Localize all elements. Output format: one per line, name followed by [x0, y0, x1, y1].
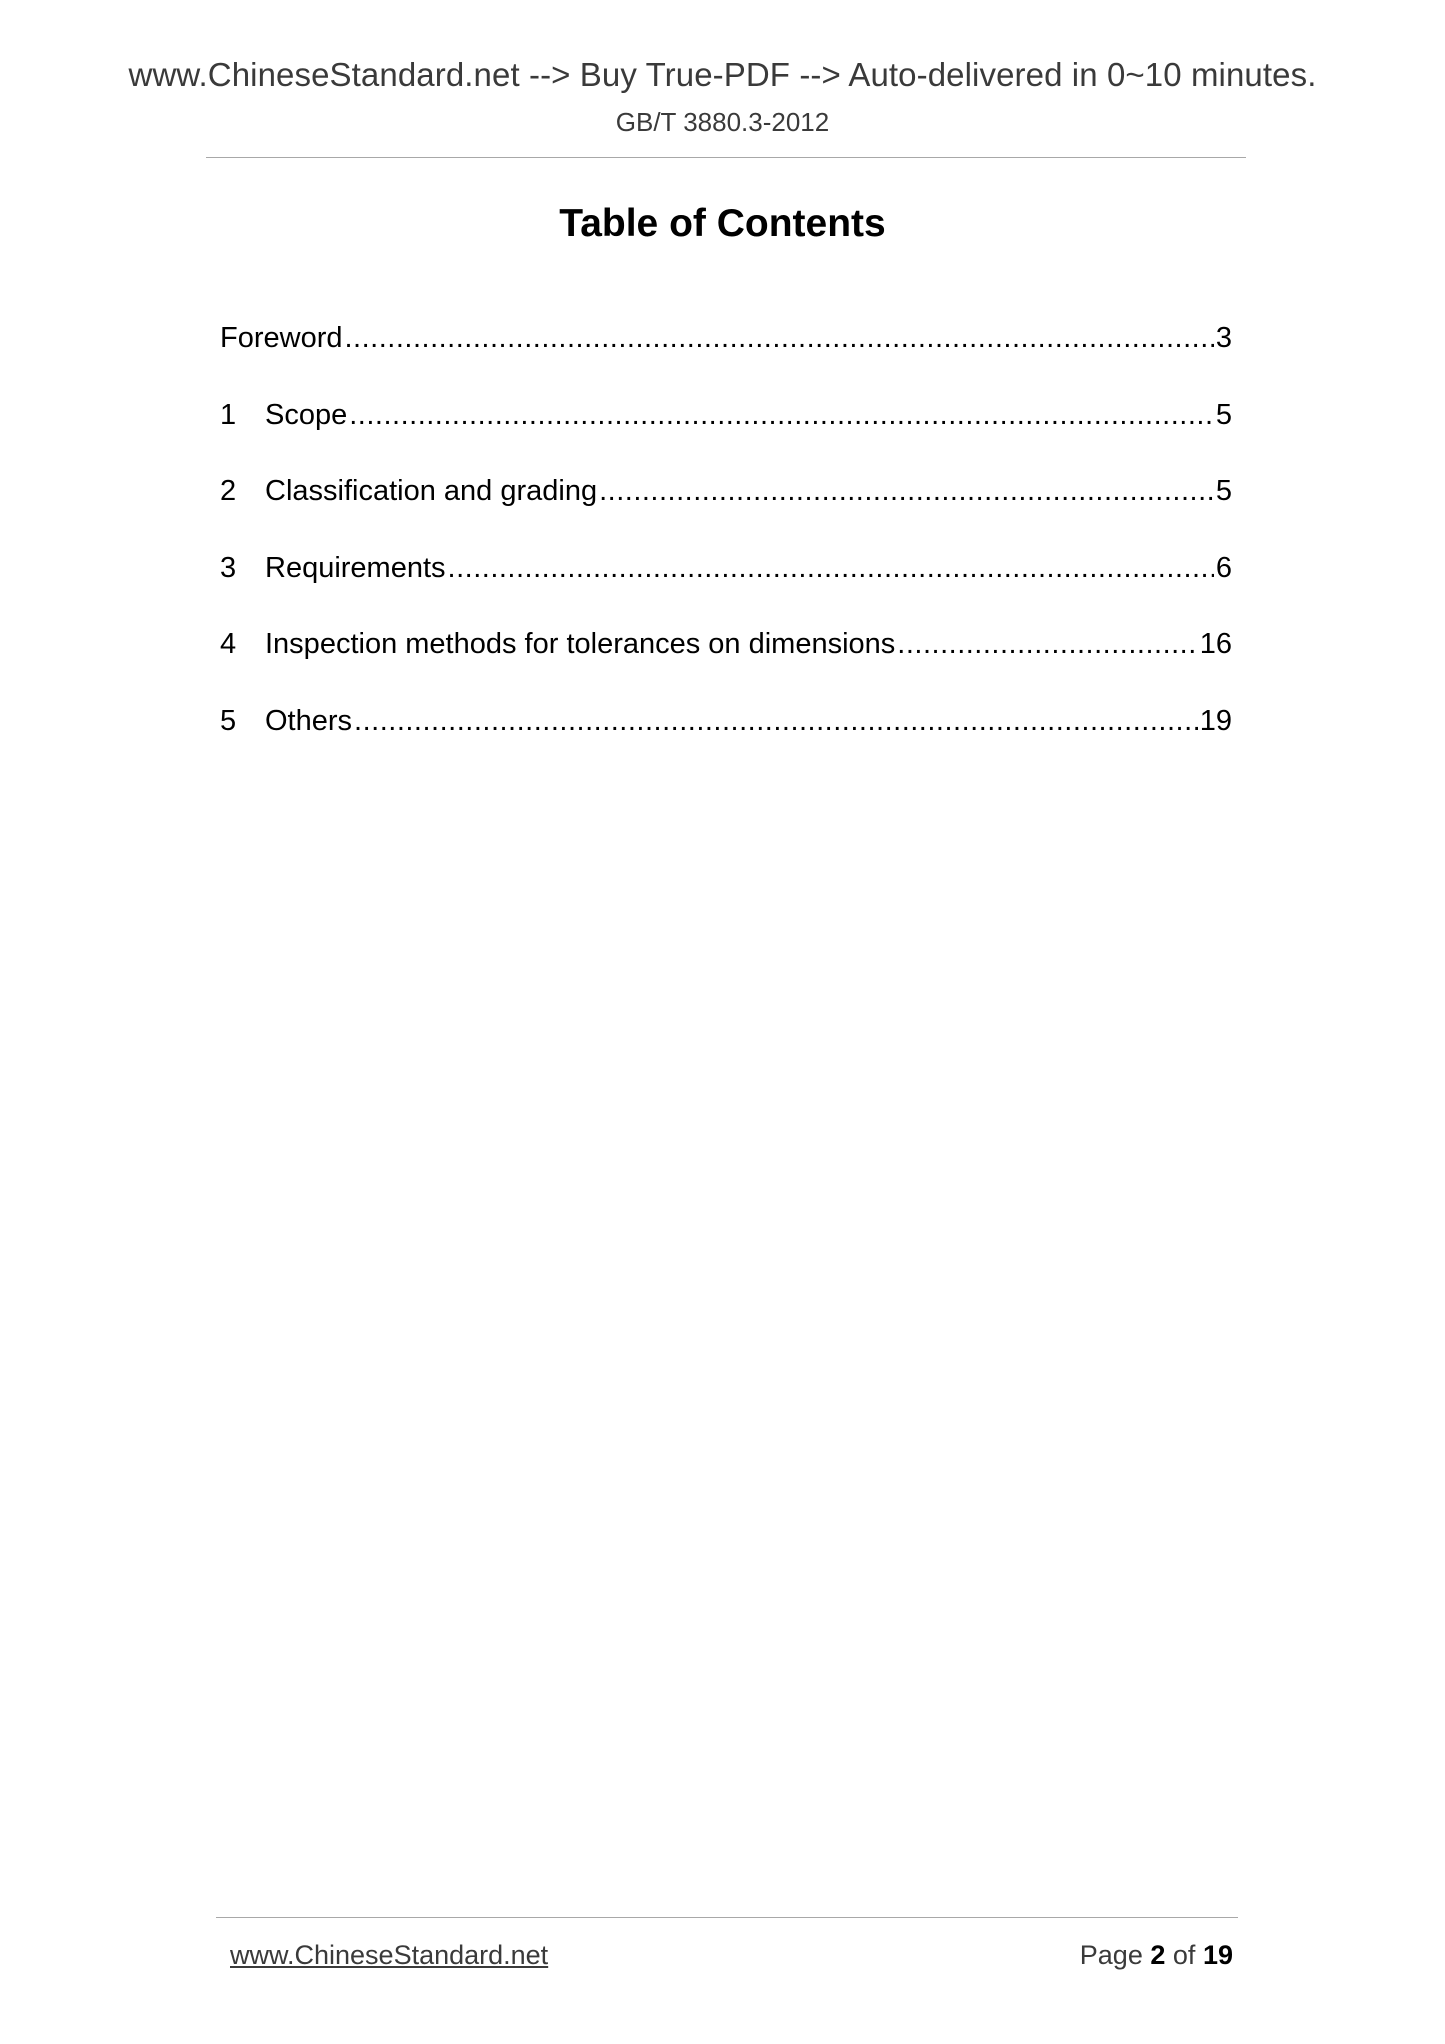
toc-entry-page: 5	[1215, 398, 1232, 431]
header-banner: www.ChineseStandard.net --> Buy True-PDF --> Auto-delivered in 0~10 minutes.	[128, 56, 1317, 93]
toc-list	[220, 322, 1232, 781]
toc-entry-number: 3	[220, 551, 237, 584]
toc-dot-leader	[345, 322, 1214, 355]
toc-entry-number: 1	[220, 398, 237, 431]
page-indicator	[1080, 1940, 1233, 1971]
footer-divider	[216, 1917, 1238, 1918]
toc-entry-foreword[interactable]	[220, 322, 1232, 399]
toc-dot-leader	[354, 705, 1198, 738]
toc-dot-leader	[599, 475, 1214, 508]
page-title: Table of Contents	[559, 202, 886, 245]
toc-entry-number: 2	[220, 475, 237, 507]
toc-entry-label: Inspection methods for tolerances on dimensions	[265, 628, 896, 660]
toc-entry-scope[interactable]	[220, 399, 1232, 476]
header-divider	[206, 157, 1246, 158]
toc-entry-label: Classification and grading	[265, 475, 598, 507]
toc-entry-page: 3	[1215, 322, 1232, 354]
toc-dot-leader	[448, 552, 1214, 585]
current-page-number: 2	[1150, 1940, 1166, 1970]
toc-entry-requirements[interactable]	[220, 552, 1232, 629]
toc-entry-page: 6	[1215, 551, 1232, 584]
toc-entry-page: 5	[1215, 475, 1232, 507]
toc-entry-inspection-methods[interactable]	[220, 628, 1232, 705]
toc-entry-page: 19	[1199, 704, 1232, 737]
standard-code: GB/T 3880.3-2012	[615, 107, 830, 137]
toc-entry-label: Foreword	[220, 322, 343, 354]
toc-dot-leader	[897, 628, 1197, 661]
page-separator: of	[1172, 1940, 1196, 1970]
toc-entry-others[interactable]	[220, 705, 1232, 782]
toc-dot-leader	[349, 399, 1214, 432]
toc-entry-number: 5	[220, 704, 237, 737]
page-prefix: Page	[1079, 1940, 1143, 1970]
toc-entry-label: Requirements	[265, 551, 446, 584]
toc-entry-label: Others	[265, 704, 353, 737]
toc-entry-number: 4	[220, 628, 237, 660]
toc-entry-classification[interactable]	[220, 475, 1232, 552]
toc-entry-page: 16	[1199, 628, 1232, 660]
total-pages-number: 19	[1202, 1940, 1233, 1970]
footer-site-link[interactable]: www.ChineseStandard.net	[230, 1940, 549, 1970]
toc-entry-label: Scope	[265, 398, 348, 431]
